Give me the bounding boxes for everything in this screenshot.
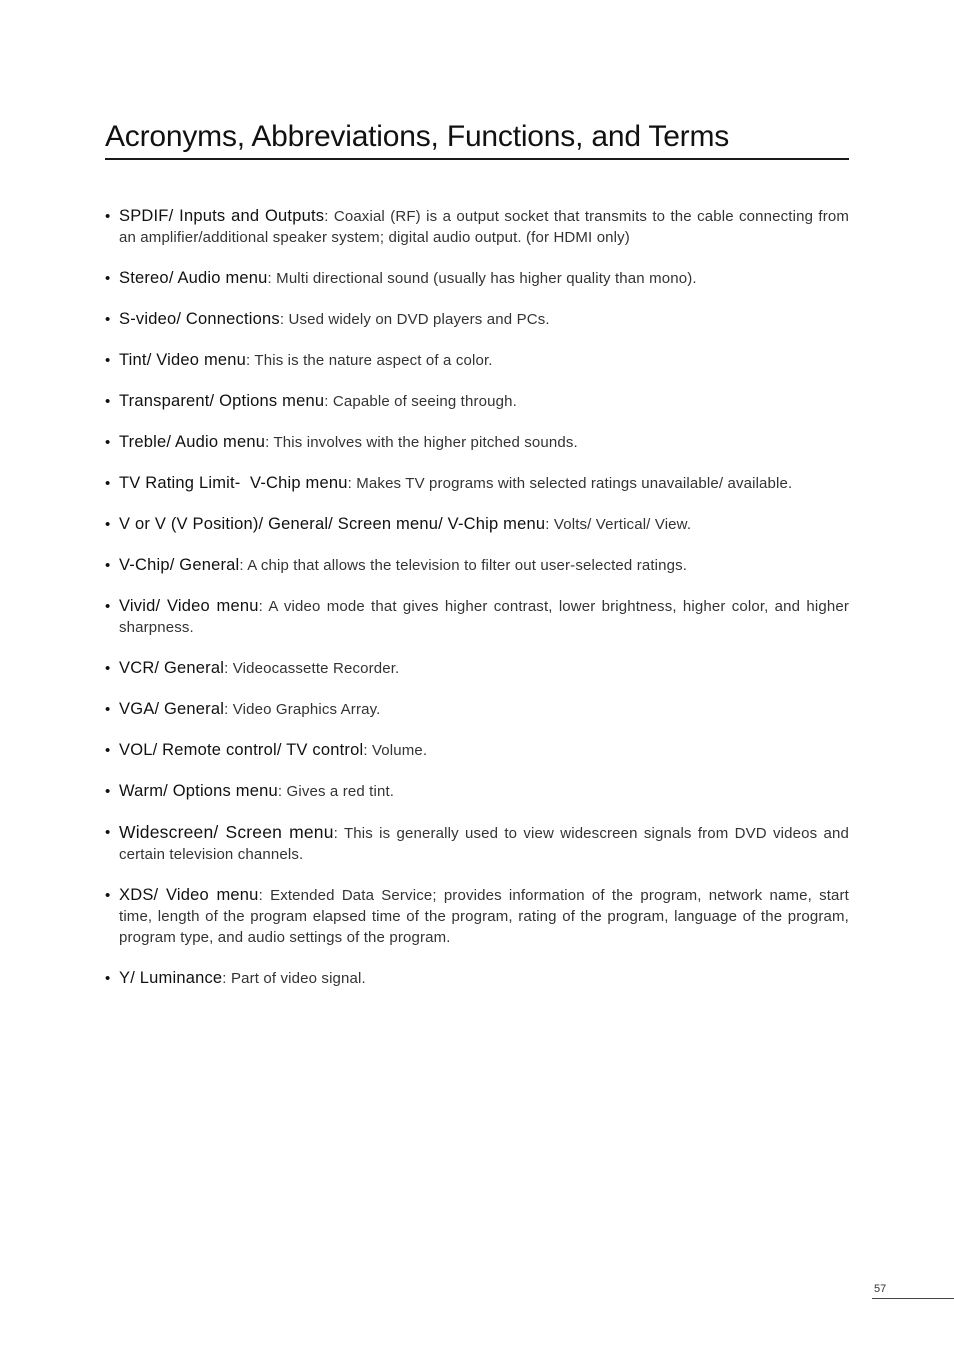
term-separator: :: [324, 208, 334, 225]
term-definition: This is the nature aspect of a color.: [254, 352, 493, 369]
term-name: V or V (V Position)/ General/ Screen menu/ V-Chip menu: [119, 515, 546, 533]
term-definition: A video mode that gives higher contrast, lower brightness, higher color, and higher sharpness.: [119, 598, 849, 636]
term-definition: Coaxial (RF) is a output socket that transmits to the cable connecting from an amplifier/additional speaker system; digital audio output. (for HDMI only): [119, 208, 850, 246]
term-entry: [105, 596, 849, 638]
term-separator: :: [265, 434, 274, 451]
term-separator: :: [267, 270, 277, 287]
term-separator: :: [279, 311, 289, 328]
term-name: S-video/ Connections: [119, 310, 280, 328]
term-separator: :: [246, 352, 255, 369]
bullet: •: [105, 598, 111, 615]
term-entry: [105, 432, 849, 453]
term-name: Widescreen/ Screen menu: [119, 822, 334, 842]
term-entry: [105, 206, 849, 248]
term-name: TV Rating Limit- V-Chip menu: [119, 474, 348, 492]
term-entry: [105, 309, 849, 330]
term-entry: [105, 658, 849, 679]
term-separator: :: [333, 825, 344, 842]
title-underline: [105, 158, 849, 160]
bullet: •: [105, 516, 111, 533]
term-name: VOL/ Remote control/ TV control: [119, 741, 364, 759]
term-definition: This involves with the higher pitched sounds.: [273, 434, 578, 451]
bullet: •: [105, 434, 111, 451]
term-separator: :: [363, 742, 372, 759]
bullet: •: [105, 783, 111, 800]
term-definition: Video Graphics Array.: [232, 701, 381, 718]
bullet: •: [105, 824, 111, 841]
term-name: Vivid/ Video menu: [119, 597, 259, 615]
term-definition: This is generally used to view widescreen signals from DVD videos and certain television channels.: [119, 825, 849, 863]
term-definition: Volts/ Vertical/ View.: [553, 516, 692, 533]
term-entry: [105, 740, 849, 761]
term-name: Transparent/ Options menu: [119, 392, 325, 410]
bullet: •: [105, 352, 111, 369]
term-entry: [105, 555, 849, 576]
term-name: SPDIF/ Inputs and Outputs: [119, 207, 325, 225]
footer-rule: [872, 1298, 954, 1299]
term-separator: :: [545, 516, 554, 533]
term-definition: A chip that allows the television to filter out user-selected ratings.: [247, 557, 688, 574]
term-separator: :: [277, 783, 287, 800]
bullet: •: [105, 270, 111, 287]
terms-list: [105, 206, 849, 1009]
term-entry: [105, 885, 849, 948]
term-definition: Gives a red tint.: [286, 783, 395, 800]
bullet: •: [105, 208, 111, 225]
term-separator: :: [224, 660, 233, 677]
term-definition: Makes TV programs with selected ratings unavailable/ available.: [356, 475, 793, 492]
term-separator: :: [224, 701, 233, 718]
term-separator: :: [239, 557, 248, 574]
bullet: •: [105, 970, 111, 987]
term-separator: :: [258, 598, 269, 615]
term-separator: :: [258, 887, 271, 904]
term-definition: Used widely on DVD players and PCs.: [288, 311, 550, 328]
term-name: Stereo/ Audio menu: [119, 269, 268, 287]
page-number: 57: [874, 1283, 887, 1295]
term-entry: [105, 699, 849, 720]
bullet: •: [105, 311, 111, 328]
term-name: VCR/ General: [119, 659, 225, 677]
bullet: •: [105, 701, 111, 718]
page-title: Acronyms, Abbreviations, Functions, and Terms: [105, 120, 730, 153]
term-name: Y/ Luminance: [119, 969, 223, 987]
term-definition: Multi directional sound (usually has higher quality than mono).: [276, 270, 697, 287]
term-name: Tint/ Video menu: [119, 351, 247, 369]
term-separator: :: [324, 393, 333, 410]
term-entry: [105, 968, 849, 989]
term-separator: :: [347, 475, 357, 492]
bullet: •: [105, 557, 111, 574]
term-separator: :: [222, 970, 231, 987]
term-name: V-Chip/ General: [119, 556, 240, 574]
term-name: XDS/ Video menu: [119, 886, 259, 904]
term-name: Treble/ Audio menu: [119, 433, 266, 451]
term-entry: [105, 268, 849, 289]
term-definition: Volume.: [371, 742, 428, 759]
term-definition: Part of video signal.: [230, 970, 366, 987]
bullet: •: [105, 742, 111, 759]
bullet: •: [105, 887, 111, 904]
term-entry: [105, 391, 849, 412]
term-definition: Extended Data Service; provides information of the program, network name, start time, length of the program elapsed time of the program, rating of the program, language of the program, program type, and audio settings of the program.: [119, 887, 850, 946]
term-entry: [105, 781, 849, 802]
bullet: •: [105, 660, 111, 677]
term-definition: Capable of seeing through.: [332, 393, 517, 410]
term-entry: [105, 514, 849, 535]
term-name: VGA/ General: [119, 700, 225, 718]
term-entry: [105, 473, 849, 494]
bullet: •: [105, 475, 111, 492]
term-entry: [105, 350, 849, 371]
bullet: •: [105, 393, 111, 410]
term-name: Warm/ Options menu: [119, 782, 278, 800]
term-entry: [105, 822, 849, 865]
term-definition: Videocassette Recorder.: [232, 660, 400, 677]
